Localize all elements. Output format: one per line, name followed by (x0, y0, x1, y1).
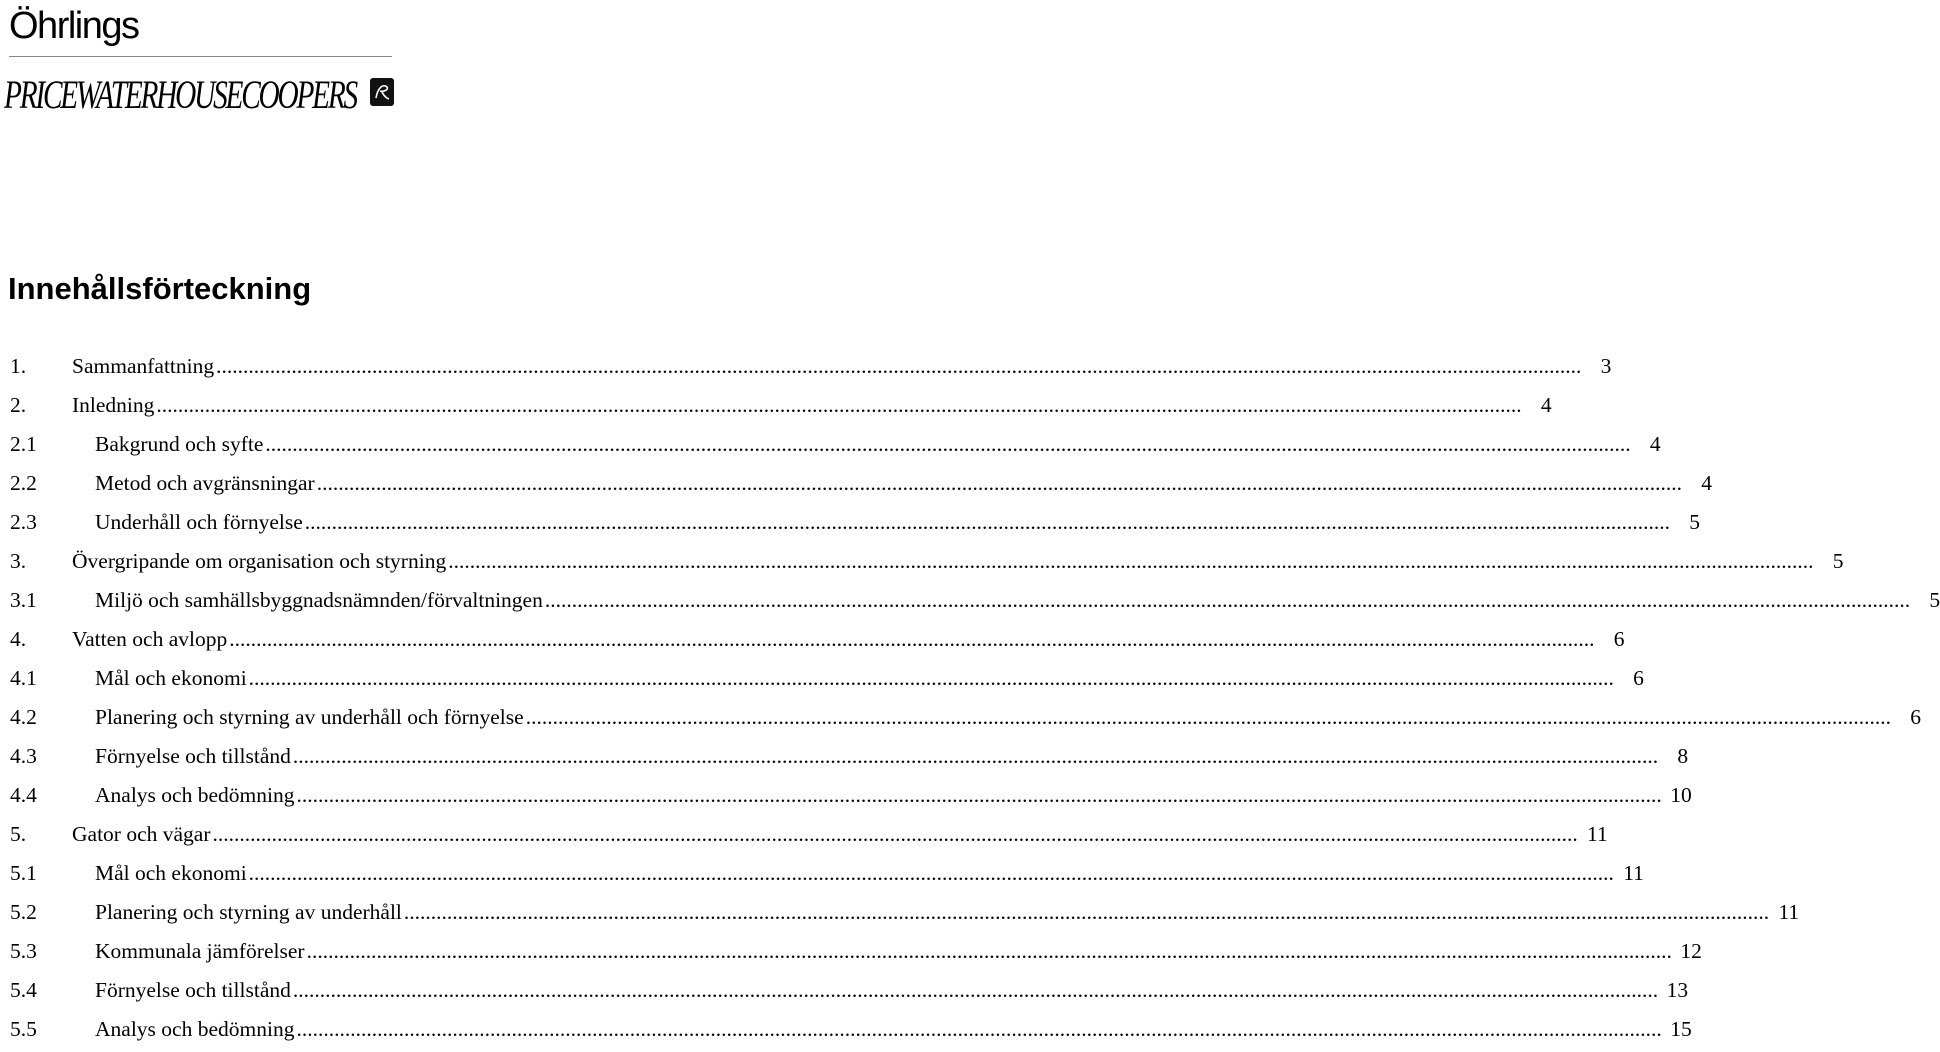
toc-entry-title: Analys och bedömning (95, 783, 295, 807)
toc-dot-leader (229, 620, 1594, 659)
toc-entry-title: Kommunala jämförelser (95, 939, 305, 963)
toc-entry-number: 2.2 (10, 471, 37, 495)
toc-entry[interactable] (10, 932, 1702, 971)
pwc-wordmark-text: PRICEWATERHOUSECOOPERS (3, 72, 359, 117)
toc-dot-leader (526, 698, 1891, 737)
toc-entry-page: 3 (1600, 354, 1612, 378)
toc-entry-title: Metod och avgränsningar (95, 471, 315, 495)
toc-entry[interactable] (10, 386, 1552, 425)
toc-entry-page: 11 (1623, 861, 1644, 885)
toc-dot-leader (249, 659, 1614, 698)
toc-dot-leader (296, 776, 1661, 815)
toc-entry-number: 4.2 (10, 705, 37, 729)
pwc-seal-icon (370, 78, 394, 106)
toc-entry-title: Miljö och samhällsbyggnadsnämnden/förvaltningen (95, 588, 543, 612)
toc-dot-leader (317, 464, 1682, 503)
toc-dot-leader (156, 386, 1521, 425)
toc-dot-leader (216, 347, 1581, 386)
toc-entry[interactable] (10, 503, 1701, 542)
toc-entry-number: 4.4 (10, 783, 37, 807)
toc-entry[interactable] (10, 659, 1644, 698)
toc-entry-title: Mål och ekonomi (95, 666, 247, 690)
toc-entry[interactable] (10, 347, 1612, 386)
toc-entry[interactable] (10, 425, 1661, 464)
toc-entry-page: 5 (1832, 549, 1844, 573)
toc-entry-page: 5 (1689, 510, 1701, 534)
toc-entry-title: Övergripande om organisation och styrning (72, 549, 447, 573)
toc-entry-title: Förnyelse och tillstånd (95, 978, 291, 1002)
toc-entry-number: 5.4 (10, 978, 37, 1002)
toc-entry[interactable] (10, 893, 1800, 932)
toc-entry[interactable] (10, 971, 1689, 1010)
toc-entry[interactable] (10, 1010, 1692, 1049)
toc-title: Innehållsförteckning (8, 271, 312, 306)
toc-entry[interactable] (10, 464, 1712, 503)
toc-entry-number: 2.1 (10, 432, 37, 456)
toc-entry[interactable] (10, 581, 1940, 620)
toc-entry-page: 4 (1701, 471, 1712, 495)
toc-dot-leader (265, 425, 1630, 464)
toc-entry-number: 3.1 (10, 588, 37, 612)
toc-list (10, 347, 1940, 1049)
toc-dot-leader (307, 932, 1672, 971)
toc-entry-page: 10 (1670, 783, 1692, 807)
toc-entry-title: Bakgrund och syfte (95, 432, 264, 456)
toc-entry-title: Gator och vägar (72, 822, 211, 846)
toc-entry-page: 8 (1677, 744, 1689, 768)
toc-entry-page: 4 (1540, 393, 1552, 417)
toc-entry-number: 3. (10, 549, 27, 573)
toc-entry-title: Sammanfattning (72, 354, 215, 378)
toc-entry-number: 4.3 (10, 744, 37, 768)
toc-entry-page: 12 (1680, 939, 1702, 963)
toc-entry-number: 5.1 (10, 861, 37, 885)
toc-entry-page: 15 (1670, 1017, 1692, 1041)
toc-entry-number: 1. (10, 354, 27, 378)
toc-entry[interactable] (10, 776, 1692, 815)
toc-entry-title: Analys och bedömning (95, 1017, 295, 1041)
toc-dot-leader (305, 503, 1670, 542)
toc-entry-title: Inledning (72, 393, 155, 417)
toc-dot-leader (293, 737, 1658, 776)
toc-entry-title: Planering och styrning av underhåll (95, 900, 402, 924)
toc-entry-page: 4 (1649, 432, 1661, 456)
toc-entry[interactable] (10, 737, 1689, 776)
toc-entry-page: 6 (1633, 666, 1644, 690)
toc-entry-page: 6 (1910, 705, 1921, 729)
toc-dot-leader (545, 581, 1910, 620)
toc-entry-number: 4. (10, 627, 27, 651)
toc-entry-number: 5.3 (10, 939, 37, 963)
brand-pricewaterhousecoopers-logo (4, 70, 364, 116)
toc-entry-title: Vatten och avlopp (72, 627, 228, 651)
toc-entry-page: 11 (1778, 900, 1800, 924)
toc-dot-leader (213, 815, 1578, 854)
toc-dot-leader (448, 542, 1813, 581)
toc-dot-leader (404, 893, 1769, 932)
toc-entry[interactable] (10, 815, 1608, 854)
toc-entry-page: 13 (1666, 978, 1689, 1002)
toc-entry[interactable] (10, 854, 1644, 893)
brand-divider (9, 56, 392, 57)
toc-entry-number: 2. (10, 393, 27, 417)
toc-entry[interactable] (10, 542, 1844, 581)
toc-entry-page: 5 (1929, 588, 1940, 612)
toc-entry-title: Förnyelse och tillstånd (95, 744, 291, 768)
toc-entry-number: 2.3 (10, 510, 37, 534)
toc-entry-number: 5. (10, 822, 27, 846)
toc-entry-number: 4.1 (10, 666, 37, 690)
pwc-wordmark-icon (4, 70, 364, 116)
toc-entry-title: Mål och ekonomi (95, 861, 247, 885)
toc-entry[interactable] (10, 698, 1921, 737)
toc-dot-leader (293, 971, 1658, 1010)
toc-entry-title: Underhåll och förnyelse (95, 510, 303, 534)
toc-entry-number: 5.5 (10, 1017, 37, 1041)
toc-entry-page: 6 (1613, 627, 1625, 651)
toc-entry-number: 5.2 (10, 900, 37, 924)
toc-dot-leader (296, 1010, 1661, 1049)
toc-entry-title: Planering och styrning av underhåll och förnyelse (95, 705, 524, 729)
toc-entry-page: 11 (1587, 822, 1608, 846)
toc-dot-leader (249, 854, 1614, 893)
toc-entry[interactable] (10, 620, 1625, 659)
brand-ohrlings: Öhrlings (9, 5, 139, 47)
